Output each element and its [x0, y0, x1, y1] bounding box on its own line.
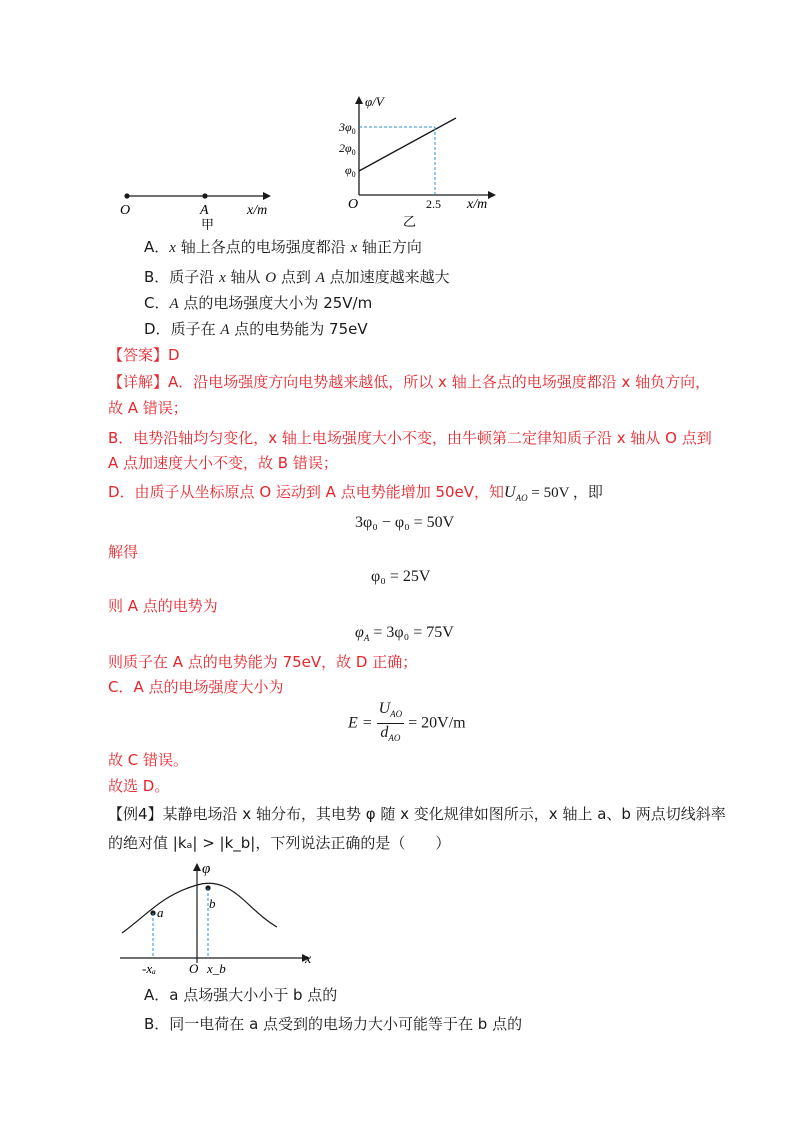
explain-line-2: 故 A 错误； [108, 399, 188, 417]
option-c: C．A 点的电场强度大小为 25V/m [144, 294, 373, 312]
explain-line-10: 故 C 错误。 [108, 751, 189, 769]
fig-yi-caption: 乙 [403, 214, 417, 229]
svg-text:3φ0: $3\varphi_0$ [339, 120, 356, 136]
equation-1: 3φ₀ − φ₀ = 50V [355, 514, 455, 531]
fig-yi-xaxis: x/m [467, 197, 488, 212]
fig3-pt-a: a [157, 905, 164, 920]
explain-line-7: 则 A 点的电势为 [108, 597, 218, 615]
explain-line-5: D．由质子从坐标原点 O 运动到 A 点电势能增加 50eV，知$U_{AO} = 50V$ ，即 [108, 483, 603, 503]
fig3-pt-b: b [209, 896, 216, 911]
fig3-xaxis: x [305, 952, 312, 967]
figure-yi [335, 92, 505, 232]
fig3-origin: O [189, 961, 199, 976]
fig-jia-axis: x/m [247, 203, 268, 218]
explain-line-1: 【详解】A．沿电场强度方向电势越来越低，所以 x 轴上各点的电场强度都沿 x 轴负方向， [108, 373, 711, 391]
svg-text:2φ0: $2\varphi_0$ [339, 141, 356, 157]
ex4-option-a: A．a 点场强大小小于 b 点的 [144, 986, 338, 1004]
fig-yi-tick-1: φ [345, 163, 352, 177]
svg-text:φ0: $\varphi_0$ [345, 163, 356, 179]
example4-line-1: 【例4】某静电场沿 x 轴分布，其电势 φ 随 x 变化规律如图所示，x 轴上 a、b 两点切线斜率 [108, 805, 726, 823]
explain-line-8: 则质子在 A 点的电势能为 75eV，故 D 正确； [108, 653, 418, 671]
fig-yi-yaxis: φ/V [365, 94, 384, 109]
explain-line-3: B．电势沿轴均匀变化，x 轴上电场强度大小不变，由牛顿第二定律知质子沿 x 轴从 O 点到 [108, 429, 712, 447]
option-d: D．质子在 A 点的电势能为 75eV [144, 320, 368, 338]
explain-line-6: 解得 [108, 543, 139, 561]
fig-yi-tick-3: 3φ [339, 120, 352, 134]
equation-3: $\varphi_A = 3\varphi_0 = 75V$ [355, 624, 454, 644]
fig3-yaxis: φ [202, 861, 211, 877]
origin-dot [124, 193, 129, 198]
point-a-dot [202, 193, 207, 198]
potential-line [359, 118, 456, 171]
fig-yi-tick-2: 2φ [339, 141, 352, 155]
figure-potential-curve [112, 855, 322, 977]
example4-line-2: 的绝对值 |kₐ| > |k_b|，下列说法正确的是（ ） [108, 834, 451, 852]
fig3-xb: x_b [207, 961, 226, 976]
figure-jia [115, 180, 275, 230]
answer-line: 【答案】D [108, 346, 180, 364]
equation-4: E = $\frac{U_{AO}}{d_{AO}}$ = 20V/m [348, 700, 466, 744]
explain-line-9: C．A 点的电场强度大小为 [108, 678, 284, 696]
equation-2: φ₀ = 25V [371, 568, 431, 585]
potential-curve [122, 883, 277, 933]
explain-line-4: A 点加速度大小不变，故 B 错误； [108, 454, 338, 472]
option-a: A．x 轴上各点的电场强度都沿 x 轴正方向 [144, 238, 422, 256]
fig-yi-origin: O [348, 197, 359, 212]
fig-jia-origin: O [120, 203, 131, 218]
fig-yi-xtick: 2.5 [426, 197, 441, 211]
fig-jia-point: A [200, 203, 209, 218]
fig-jia-caption: 甲 [201, 217, 215, 230]
option-b: B．质子沿 x 轴从 O 点到 A 点加速度越来越大 [144, 268, 450, 286]
fig3-xa: -xₐ [142, 961, 156, 976]
ex4-option-b: B．同一电荷在 a 点受到的电场力大小可能等于在 b 点的 [144, 1015, 523, 1033]
explain-line-11: 故选 D。 [108, 777, 170, 795]
